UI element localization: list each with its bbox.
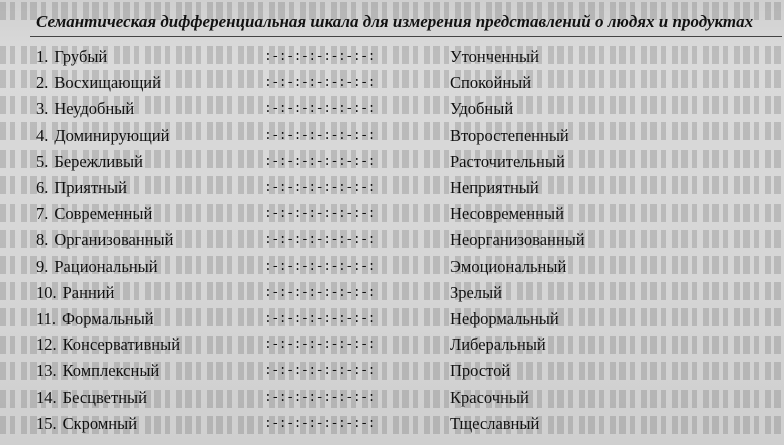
row-number: 3. <box>36 99 49 119</box>
left-adjective-label: Организованный <box>54 230 174 250</box>
table-row <box>36 332 756 358</box>
row-number: 6. <box>36 178 49 198</box>
rating-scale: :-:-:-:-:-:-:-: <box>264 363 376 379</box>
row-number: 9. <box>36 256 49 276</box>
right-adjective: Зрелый <box>450 282 502 302</box>
left-adjective <box>36 44 264 70</box>
rating-scale: :-:-:-:-:-:-:-: <box>264 206 376 222</box>
row-number: 1. <box>36 47 49 67</box>
right-adjective: Неприятный <box>450 178 539 198</box>
left-adjective <box>36 149 264 175</box>
rating-scale: :-:-:-:-:-:-:-: <box>264 389 376 405</box>
table-row <box>36 384 756 410</box>
right-adjective: Удобный <box>450 99 514 119</box>
rating-scale: :-:-:-:-:-:-:-: <box>264 415 376 431</box>
right-adjective: Тщеславный <box>450 413 540 433</box>
row-number: 8. <box>36 230 49 250</box>
left-adjective-label: Неудобный <box>54 99 135 119</box>
row-number: 15. <box>36 413 57 433</box>
right-adjective: Несовременный <box>450 204 564 224</box>
left-adjective-label: Комплексный <box>62 361 160 381</box>
table-row <box>36 201 756 227</box>
rating-scale: :-:-:-:-:-:-:-: <box>264 258 376 274</box>
left-adjective <box>36 358 264 384</box>
table-row <box>36 44 756 70</box>
left-adjective <box>36 201 264 227</box>
left-adjective-label: Рациональный <box>54 256 158 276</box>
row-number: 14. <box>36 387 57 407</box>
row-number: 4. <box>36 125 49 145</box>
row-number: 13. <box>36 361 57 381</box>
rating-scale: :-:-:-:-:-:-:-: <box>264 180 376 196</box>
rating-scale: :-:-:-:-:-:-:-: <box>264 337 376 353</box>
table-row <box>36 306 756 332</box>
right-adjective: Неорганизованный <box>450 230 585 250</box>
right-adjective: Спокойный <box>450 73 532 93</box>
table-row <box>36 254 756 280</box>
row-number: 10. <box>36 282 57 302</box>
left-adjective-label: Бережливый <box>54 151 143 171</box>
left-adjective <box>36 332 264 358</box>
left-adjective-label: Доминирующий <box>54 125 170 145</box>
left-adjective <box>36 123 264 149</box>
row-number: 12. <box>36 335 57 355</box>
table-row <box>36 358 756 384</box>
rating-scale: :-:-:-:-:-:-:-: <box>264 232 376 248</box>
left-adjective-label: Консервативный <box>62 335 181 355</box>
table-row <box>36 227 756 253</box>
left-adjective <box>36 227 264 253</box>
semantic-differential-table <box>36 44 756 437</box>
table-row <box>36 96 756 122</box>
row-number: 5. <box>36 151 49 171</box>
left-adjective-label: Формальный <box>62 308 154 328</box>
table-row <box>36 149 756 175</box>
table-title: Семантическая дифференциальная шкала для измерения представлений о людях и продуктах <box>36 12 754 31</box>
table-row <box>36 280 756 306</box>
table-row <box>36 70 756 96</box>
rating-scale: :-:-:-:-:-:-:-: <box>264 75 376 91</box>
row-number: 2. <box>36 73 49 93</box>
left-adjective-label: Бесцветный <box>62 387 147 407</box>
right-adjective: Эмоциональный <box>450 256 567 276</box>
right-adjective: Утонченный <box>450 47 539 67</box>
right-adjective: Второстепенный <box>450 125 569 145</box>
left-adjective <box>36 411 264 437</box>
table-row <box>36 411 756 437</box>
row-number: 7. <box>36 204 49 224</box>
right-adjective: Расточительный <box>450 151 565 171</box>
left-adjective-label: Грубый <box>54 47 108 67</box>
rating-scale: :-:-:-:-:-:-:-: <box>264 49 376 65</box>
left-adjective <box>36 175 264 201</box>
row-number: 11. <box>36 308 57 328</box>
left-adjective <box>36 96 264 122</box>
rating-scale: :-:-:-:-:-:-:-: <box>264 310 376 326</box>
title-divider <box>30 36 782 37</box>
left-adjective <box>36 254 264 280</box>
left-adjective <box>36 280 264 306</box>
rating-scale: :-:-:-:-:-:-:-: <box>264 153 376 169</box>
rating-scale: :-:-:-:-:-:-:-: <box>264 101 376 117</box>
left-adjective <box>36 306 264 332</box>
left-adjective-label: Восхищающий <box>54 73 161 93</box>
right-adjective: Красочный <box>450 387 529 407</box>
table-row <box>36 123 756 149</box>
rating-scale: :-:-:-:-:-:-:-: <box>264 284 376 300</box>
left-adjective-label: Ранний <box>62 282 115 302</box>
left-adjective-label: Приятный <box>54 178 127 198</box>
right-adjective: Неформальный <box>450 308 559 328</box>
table-row <box>36 175 756 201</box>
right-adjective: Простой <box>450 361 511 381</box>
rating-scale: :-:-:-:-:-:-:-: <box>264 127 376 143</box>
left-adjective-label: Современный <box>54 204 153 224</box>
left-adjective <box>36 385 264 411</box>
left-adjective-label: Скромный <box>62 413 138 433</box>
left-adjective <box>36 70 264 96</box>
right-adjective: Либеральный <box>450 335 546 355</box>
